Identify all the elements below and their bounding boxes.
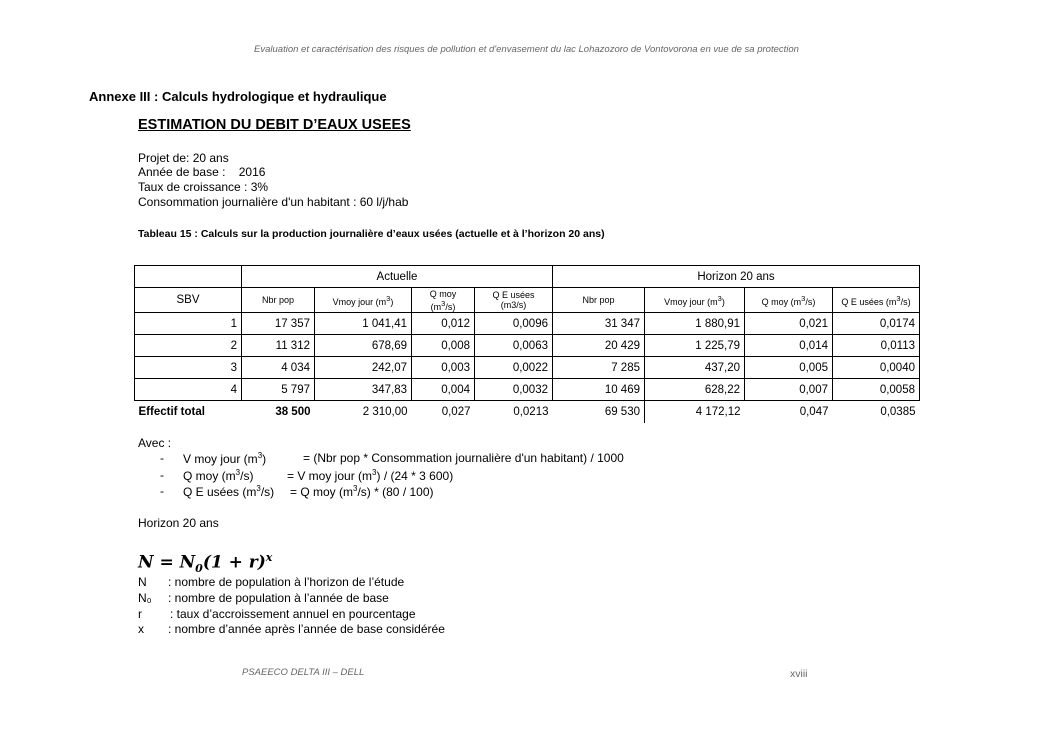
table-caption: Tableau 15 : Calculs sur la production journalière d’eaux usées (actuelle et à l’horizon 20 ans) xyxy=(138,228,605,240)
col-qe-usees-horizon: Q E usées $(m^3/s)$ xyxy=(833,288,920,313)
param-annee xyxy=(138,165,265,179)
table-row: 2 11 312 678,69 0,008 0,0063 20 429 1 225,79 0,014 0,0113 xyxy=(135,335,920,357)
definition-r: r : taux d’accroissement annuel en pourcentage xyxy=(138,607,416,621)
col-sbv: SBV xyxy=(135,288,242,313)
annex-title: Annexe III : Calculs hydrologique et hydraulique xyxy=(89,89,387,104)
col-qe-usees: Q E usées (m3/s) xyxy=(475,288,553,313)
section-title: ESTIMATION DU DEBIT D’EAUX USEES xyxy=(138,117,411,133)
param-annee-value: 2016 xyxy=(238,165,266,179)
table-row: 3 4 034 242,07 0,003 0,0022 7 285 437,20 0,005 0,0040 xyxy=(135,357,920,379)
header-blank xyxy=(135,266,242,288)
page-header: Evaluation et caractérisation des risques de pollution et d'envasement du lac Lohazozoro de Vontovorona en vue de sa protection xyxy=(254,44,799,55)
formula-vmoy: - V moy jour $(m^3)$ = (Nbr pop * Consommation journalière d'un habitant) / 1000 xyxy=(160,451,624,466)
definition-n0: N₀ : nombre de population à l’année de base xyxy=(138,591,389,605)
horizon-label: Horizon 20 ans xyxy=(138,516,219,530)
col-qmoy-horizon: Q moy $(m^3/s)$ xyxy=(745,288,833,313)
param-projet: Projet de: 20 ans xyxy=(138,151,229,165)
group-actuelle: Actuelle xyxy=(242,266,553,288)
param-conso: Consommation journalière d'un habitant : 60 l/j/hab xyxy=(138,195,409,209)
col-nbr-pop: Nbr pop xyxy=(242,288,315,313)
total-label: Effectif total xyxy=(138,405,205,418)
col-vmoy-horizon: Vmoy jour $(m^3)$ xyxy=(645,288,745,313)
definition-x: x : nombre d’année après l’année de base considérée xyxy=(138,622,445,636)
page-footer: PSAEECO DELTA III – DELL xyxy=(242,667,365,678)
formula-qmoy: - Q moy $(m^3/s)$ = V moy jour $(m^3) / (24 * 3$ 600) xyxy=(160,468,454,483)
param-annee-label: Année de base : xyxy=(138,165,226,179)
definition-n: N : nombre de population à l’horizon de l’étude xyxy=(138,575,405,589)
col-nbr-pop-horizon: Nbr pop xyxy=(553,288,645,313)
formula-qe-usees: - Q E usées $(m^3/s)$ = Q moy $(m^3/s) * (80 / 100)$ xyxy=(160,484,434,499)
growth-equation: $N = N_0(1 + r)^x$ xyxy=(138,551,273,576)
col-qmoy: Q moy $(m^3/s)$ xyxy=(412,288,475,313)
total-row: Effectif total 38 500 2 310,00 0,027 0,0213 69 530 4 172,12 0,047 0,0385 xyxy=(135,401,920,423)
table-row: 4 5 797 347,83 0,004 0,0032 10 469 628,22 0,007 0,0058 xyxy=(135,379,920,401)
table-row: 1 17 357 1 041,41 0,012 0,0096 31 347 1 880,91 0,021 0,0174 xyxy=(135,313,920,335)
avec-label: Avec : xyxy=(138,436,172,450)
page-number: xviii xyxy=(790,668,808,680)
col-vmoy: Vmoy jour $(m^3)$ xyxy=(315,288,412,313)
group-horizon: Horizon 20 ans xyxy=(553,266,920,288)
data-table xyxy=(134,265,920,423)
param-taux: Taux de croissance : 3% xyxy=(138,180,269,194)
